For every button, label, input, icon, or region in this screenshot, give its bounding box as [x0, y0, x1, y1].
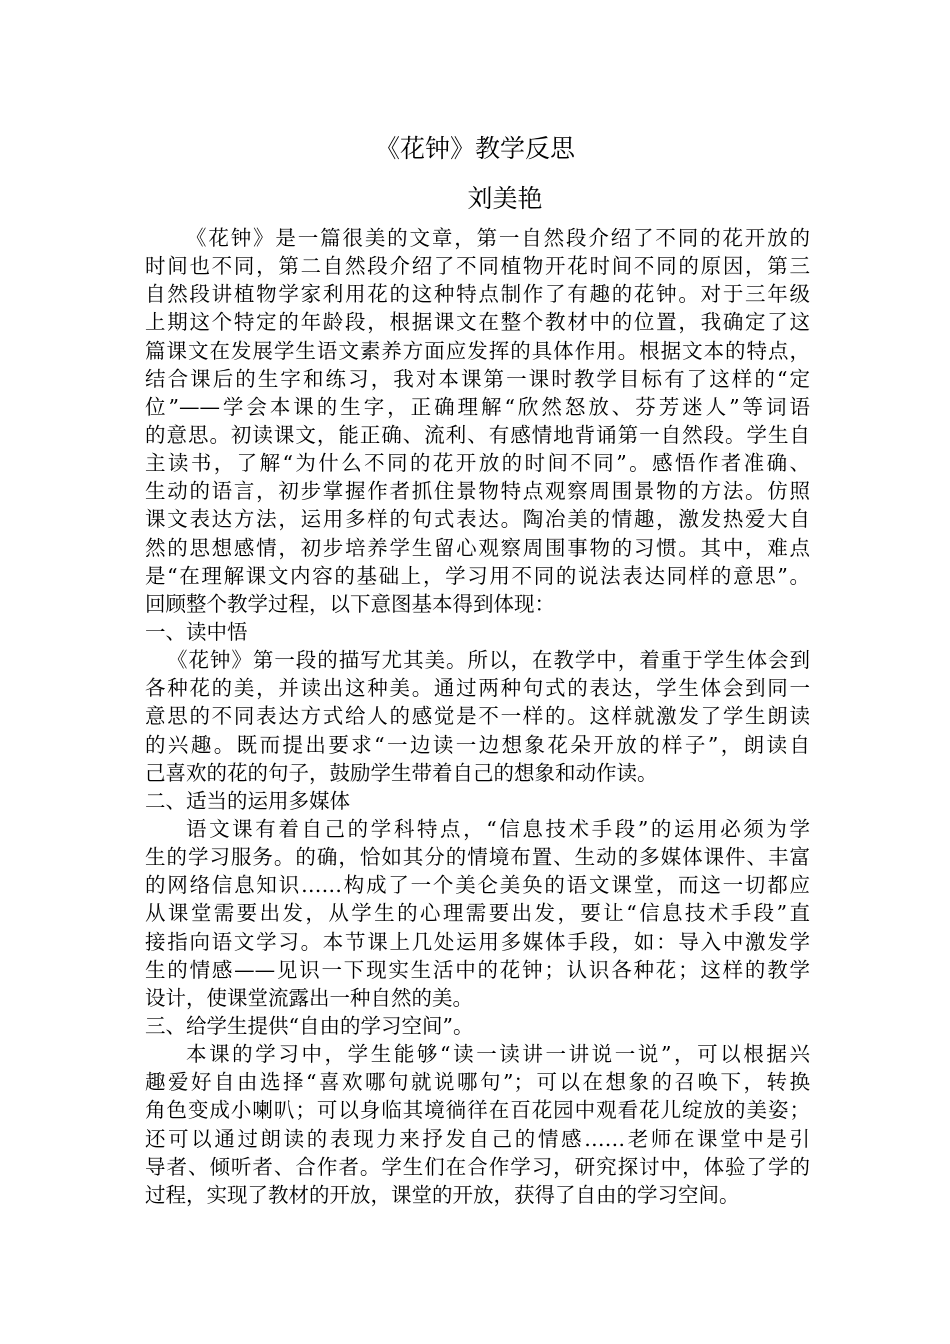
text-line: 结合课后的生字和练习，我对本课第一课时教学目标有了这样的“定 — [145, 366, 810, 391]
text-line: 三、给学生提供“自由的学习空间”。 — [145, 1013, 474, 1038]
text-line: 位”——学会本课的生字，正确理解“欣然怒放、芬芳迷人”等词语 — [145, 394, 810, 419]
text-line: 二、适当的运用多媒体 — [145, 788, 350, 813]
text-line: 《花钟》是一篇很美的文章，第一自然段介绍了不同的花开放的 — [186, 226, 810, 250]
text-line: 篇课文在发展学生语文素养方面应发挥的具体作用。根据文本的特点， — [145, 338, 810, 363]
text-line: 上期这个特定的年龄段，根据课文在整个教材中的位置，我确定了这 — [145, 310, 810, 335]
text-line: 还可以通过朗读的表现力来抒发自己的情感……老师在课堂中是引 — [145, 1126, 810, 1151]
text-line: 主读书，了解“为什么不同的花开放的时间不同”。感悟作者准确、 — [145, 451, 810, 476]
text-line: 时间也不同，第二自然段介绍了不同植物开花时间不同的原因，第三 — [145, 254, 810, 279]
document-author: 刘美艳 — [467, 184, 543, 213]
text-line: 回顾整个教学过程，以下意图基本得到体现： — [145, 591, 555, 616]
text-line: 生的学习服务。的确，恰如其分的情境布置、生动的多媒体课件、丰富 — [145, 845, 810, 870]
text-line: 的兴趣。既而提出要求“一边读一边想象花朵开放的样子”，朗读自 — [145, 732, 810, 757]
text-line: 自然段讲植物学家利用花的这种特点制作了有趣的花钟。对于三年级 — [145, 282, 810, 307]
text-line: 己喜欢的花的句子，鼓励学生带着自己的想象和动作读。 — [145, 760, 658, 785]
text-line: 设计，使课堂流露出一种自然的美。 — [145, 985, 473, 1010]
text-line: 的意思。初读课文，能正确、流利、有感情地背诵第一自然段。学生自 — [145, 422, 810, 447]
text-line: 《花钟》第一段的描写尤其美。所以，在教学中，着重于学生体会到 — [167, 648, 810, 673]
text-line: 本课的学习中，学生能够“读一读讲一讲说一说”，可以根据兴 — [186, 1042, 810, 1067]
text-line: 接指向语文学习。本节课上几处运用多媒体手段，如：导入中激发学 — [145, 929, 810, 954]
text-line: 角色变成小喇叭；可以身临其境徜徉在百花园中观看花儿绽放的美姿； — [145, 1098, 810, 1123]
text-line: 生动的语言，初步掌握作者抓住景物特点观察周围景物的方法。仿照 — [145, 479, 810, 504]
text-line: 然的思想感情，初步培养学生留心观察周围事物的习惯。其中，难点 — [145, 535, 810, 560]
text-line: 课文表达方法，运用多样的句式表达。陶冶美的情趣，激发热爱大自 — [145, 507, 810, 532]
document-title: 《花钟》教学反思 — [374, 134, 575, 163]
text-line: 的网络信息知识……构成了一个美仑美奂的语文课堂，而这一切都应 — [145, 873, 810, 898]
text-line: 是“在理解课文内容的基础上，学习用不同的说法表达同样的意思”。 — [145, 563, 810, 588]
text-line: 过程，实现了教材的开放，课堂的开放，获得了自由的学习空间。 — [145, 1182, 740, 1207]
text-line: 生的情感——见识一下现实生活中的花钟；认识各种花；这样的教学 — [145, 957, 810, 982]
document-body — [145, 224, 810, 1209]
text-line: 导者、倾听者、合作者。学生们在合作学习，研究探讨中，体验了学的 — [145, 1154, 810, 1179]
text-line: 各种花的美，并读出这种美。通过两种句式的表达，学生体会到同一 — [145, 676, 810, 701]
text-line: 趣爱好自由选择“喜欢哪句就说哪句”；可以在想象的召唤下，转换 — [145, 1070, 810, 1095]
text-line: 一、读中悟 — [145, 619, 248, 644]
text-line: 从课堂需要出发，从学生的心理需要出发，要让“信息技术手段”直 — [145, 901, 810, 926]
text-line: 语文课有着自己的学科特点，“信息技术手段”的运用必须为学 — [186, 816, 810, 841]
text-line: 意思的不同表达方式给人的感觉是不一样的。这样就激发了学生朗读 — [145, 704, 810, 729]
